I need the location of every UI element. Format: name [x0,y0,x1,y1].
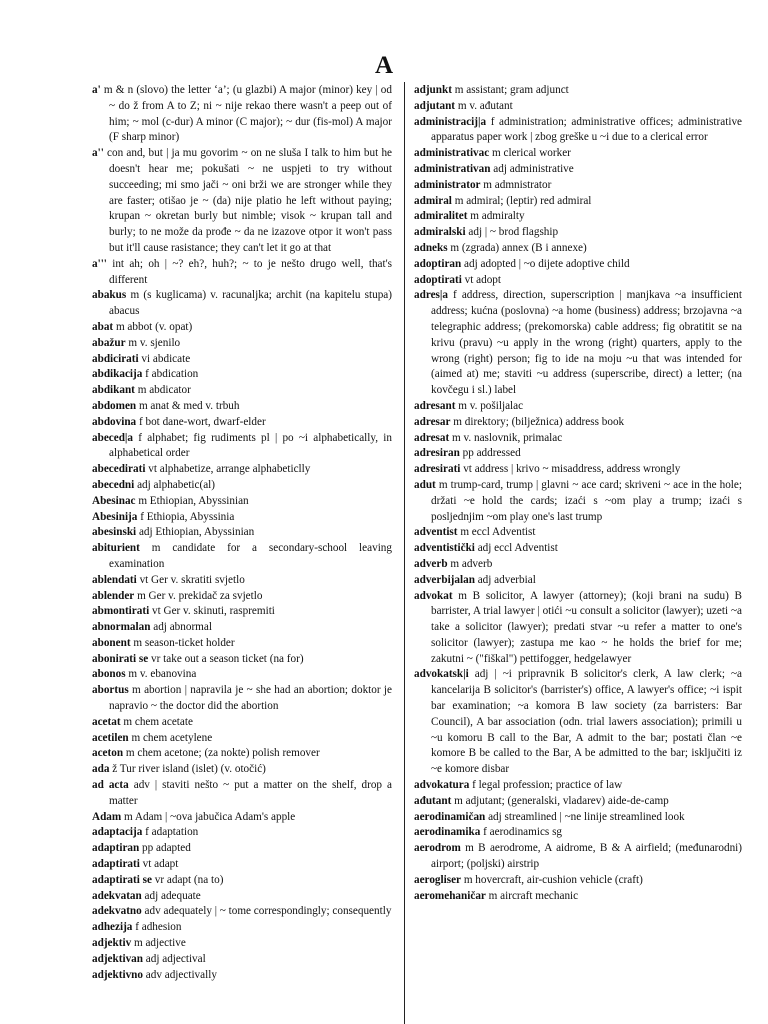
entry-definition: m (zgrada) annex (B i annexe) [450,241,587,254]
entry-definition: m v. ebanovina [128,668,197,681]
entry-definition: m v. naslovnik, primalac [452,431,563,444]
entry-headword: adoptiran [414,257,462,270]
entry-headword: aeromehaničar [414,889,486,902]
dictionary-entry [92,952,392,968]
dictionary-entry [414,162,742,178]
dictionary-entry [92,620,392,636]
entry-definition: vt adapt [142,858,179,871]
entry-definition: m Ger v. prekidač za svjetlo [137,589,263,602]
entry-headword: admiralitet [414,210,468,223]
dictionary-entry [414,589,742,668]
entry-headword: a' [92,84,101,96]
dictionary-entry [414,873,742,889]
entry-definition: adj streamlined | ~ne linije streamlined look [488,810,685,823]
entry-definition: adj adopted | ~o dijete adoptive child [464,257,630,270]
dictionary-entry [92,841,392,857]
entry-definition: adv | staviti nešto ~ put a matter on the shelf, drop a matter [109,779,392,807]
entry-headword: abdomen [92,399,137,412]
dictionary-entry [92,715,392,731]
entry-headword: adaptacija [92,826,143,839]
entry-headword: adjunkt [414,84,452,96]
entry-definition: f adhesion [135,921,182,934]
dictionary-entry [92,83,392,146]
column-divider [404,82,405,1024]
dictionary-entry [92,825,392,841]
dictionary-entry [92,746,392,762]
entry-headword: aerodinamičan [414,810,486,823]
dictionary-entry [414,794,742,810]
entry-definition: m admiralty [470,210,525,223]
dictionary-entry [92,383,392,399]
entry-headword: adaptiran [92,842,140,855]
entry-definition: m abortion | napravila je ~ she had an abortion; doktor je napravio ~ the doctor did the abortion [109,684,392,713]
dictionary-entry [92,146,392,257]
entry-headword: abmontirati [92,605,150,618]
entry-definition: f abdication [145,368,199,381]
entry-definition: m anat & med v. trbuh [138,399,240,412]
entry-headword: acetat [92,715,121,728]
entry-headword: aceton [92,747,124,760]
entry-definition: m v. sjenilo [128,336,181,349]
dictionary-entry [414,462,742,478]
entry-headword: abdovina [92,415,137,428]
entry-headword: abesinski [92,526,137,539]
dictionary-entry [414,446,742,462]
entry-headword: abonos [92,668,126,681]
dictionary-entry [92,320,392,336]
dictionary-entry [414,241,742,257]
entry-definition: m B solicitor, A lawyer (attorney); (koji brani na sudu) B barrister, A trial lawyer | otići ~u consult a solicitor (lawyer); uzeti ~a take a solicitor (lawyer); predati stvar ~u refer a matter to one's solicitor (lawyer); zastupa me kao ~ he holds the brief for me; zakutni ~ ("fiškal") pettifogger, hedgelawyer [431,589,743,665]
entry-headword: ađutant [414,794,452,807]
entry-definition: m Ethiopian, Abyssinian [138,494,249,507]
entry-definition: vt Ger v. skinuti, rasprem​iti [151,605,275,618]
dictionary-entry [92,762,392,778]
dictionary-entry [92,510,392,526]
entry-headword: adresar [414,415,451,428]
entry-headword: advokatura [414,779,470,792]
entry-headword: acetilen [92,731,129,744]
entry-headword: abecedirati [92,463,146,476]
entry-headword: adneks [414,241,448,254]
entry-headword: abdicirati [92,352,139,365]
entry-headword: Abesinija [92,510,138,523]
entry-headword: abonent [92,636,131,649]
dictionary-entry [92,904,392,920]
dictionary-entry [92,431,392,463]
entry-definition: m direktory; (bilježnica) address book [453,415,625,428]
entry-definition: ž Tur river island (islet) (v. otočić) [112,763,266,776]
entry-definition: adj | ~i pripravnik B solicitor's clerk, A law clerk; ~a kancelarija B solicitor's (barrister's) office, A lawyer's office; ~i ispit bar examination; ~a komora B law society (za barristers: Bar Council), A bar association (odn. trial lawers association); primili u ~u komoru B call to the Bar, A admit to the bar; postati član ~e komore B be called to the Bar, A be admitted to the bar; isključiti iz ~e komore disbar [431,668,742,776]
dictionary-entry [414,431,742,447]
entry-definition: adj adjectival [145,952,206,965]
entry-headword: adventist [414,526,458,539]
entry-definition: f Ethiopia, Abyssinia [140,510,235,523]
dictionary-entry [414,194,742,210]
entry-headword: abiturient [92,542,140,555]
entry-definition: pp adapted [142,842,191,855]
entry-headword: adoptirati [414,273,462,286]
entry-headword: aerodrom [414,842,461,855]
dictionary-entry [92,889,392,905]
entry-headword: adresirati [414,463,461,476]
entry-definition: m Adam | ~ova jabučica Adam's apple [124,810,296,823]
entry-headword: ada [92,763,110,776]
entry-definition: adv adequately | ~ tome correspondingly; consequently [144,905,392,918]
dictionary-entry [414,415,742,431]
entry-headword: admiral [414,194,452,207]
entry-headword: abnormalan [92,621,151,634]
dictionary-entry [92,525,392,541]
dictionary-entry [414,99,742,115]
entry-definition: m hovercraft, air-cushion vehicle (craft) [463,873,643,886]
entry-definition: f adaptation [145,826,199,839]
entry-definition: m v. ađutant [457,99,513,112]
entry-headword: Adam [92,810,122,823]
entry-headword: administrator [414,178,481,191]
dictionary-entry [414,778,742,794]
entry-headword: abdikacija [92,368,143,381]
dictionary-entry [92,683,392,715]
dictionary-entry [92,968,392,984]
dictionary-entry [92,478,392,494]
entry-definition: m candidate for a secondary-school leaving examination [109,542,392,570]
entry-headword: abat [92,320,114,333]
entry-definition: adj alphabetic(al) [137,478,216,491]
dictionary-entry [92,415,392,431]
entry-headword: adverb [414,557,448,570]
entry-headword: abdikant [92,384,135,397]
dictionary-entry [92,873,392,889]
entry-definition: f administration; administrative offices; administrative apparatus paper work | zbog greške u ~i due to a clerical error [431,115,742,144]
entry-headword: adaptirati se [92,873,152,886]
entry-definition: m abdicator [137,384,191,397]
dictionary-entry [414,288,742,399]
entry-headword: adresant [414,399,456,412]
dictionary-entry [414,178,742,194]
dictionary-entry [92,778,392,810]
entry-headword: administrativac [414,147,490,160]
entry-definition: m adjective [133,937,186,950]
entry-headword: administrativan [414,162,491,175]
entry-headword: abažur [92,336,126,349]
dictionary-entry [92,288,392,320]
dictionary-entry [414,115,742,147]
entry-definition: m admiral; (leptir) red admiral [454,194,592,207]
entry-definition: m adverb [450,557,493,570]
entry-headword: ad acta [92,779,129,792]
dictionary-entry [414,273,742,289]
entry-headword: adresiran [414,447,460,460]
entry-definition: m adjutant; (generalski, vladarev) aide-de-camp [454,794,669,807]
entry-definition: m (s kuglicama) v. racunaljka; archit (na kapitelu stupa) abacus [109,289,393,318]
entry-definition: vt address | krivo ~ misaddress, address wrongly [463,463,681,476]
entry-headword: adekvatan [92,889,142,902]
entry-definition: m v. pošiljalac [458,399,524,412]
dictionary-entry [414,825,742,841]
entry-headword: adhezija [92,921,133,934]
entry-definition: pp addressed [462,447,521,460]
entry-headword: ablender [92,589,135,602]
dictionary-entry [92,573,392,589]
entry-headword: a'' [92,147,104,160]
dictionary-entry [92,810,392,826]
entry-headword: adjektivno [92,968,143,981]
dictionary-entry [414,146,742,162]
dictionary-entry [414,225,742,241]
dictionary-entry [414,889,742,905]
dictionary-entry [414,478,742,525]
entry-headword: abakus [92,289,127,302]
entry-definition: con and, but | ja mu govorim ~ on ne sluša I talk to him but he doesn't hear me; pokušati ~ ne uspjeti to try without succeeding; mi smo jači ~ oni brži we are stronger while they are faster; otišao je ~ (da) nije platio he left without paying; krupan ~ okretan burly but nimble; visok ~ krupan tall and burly; to ne može da prođe ~ da ne izazove otpor it won't pass but it'll cause rasistance; they can't let it go at that [107,147,392,254]
right-column [414,83,742,904]
dictionary-entry [414,810,742,826]
entry-definition: m B aerodrome, A aidrome, B & A airfield; (međunarodni) airport; (poljski) airstrip [431,842,743,871]
entry-definition: m trump-card, trump | glavni ~ ace card; skriveni ~ ace in the hole; držati ~e hold the cards; izaći s ~om play a trump; izaći s posljednjim ~om play one's last trump [431,478,742,523]
dictionary-entry [414,541,742,557]
dictionary-entry [92,667,392,683]
entry-definition: vt adopt [464,273,502,286]
entry-definition: vt Ger v. skratiti svjetlo [139,573,245,586]
entry-headword: advokat [414,589,453,602]
entry-definition: m & n (slovo) the letter ‘a’; (u glazbi) A major (minor) key | od ~ do ž from A to Z; ni ~ nije rekao there wasn't a peep out of him; ~ mol (c-dur) A minor (C major); ~ dur (fis-mol) A major (F sharp minor) [103,84,392,144]
dictionary-entry [414,573,742,589]
entry-headword: administracij|a [414,115,487,128]
dictionary-entry [92,352,392,368]
entry-definition: adj eccl Adventist [477,542,558,555]
entry-definition: vi abdicate [141,352,191,365]
entry-headword: ablendati [92,573,137,586]
entry-definition: f address, direction, superscription | manjkava ~a insufficient address; kućna (poslovna) ~a home (business) address; brzojavna ~a telegraphic address; (prekomorska) cable address; fig obratitit se na krivu (pravu) ~u apply in the wrong (right) quarters, apply to the wrong (right) person; fig to ide na moju ~u that was intended for (aimed at) me; staviti ~u address (superscribe, direct) a letter; (na kovčegu i sl.) label [431,289,743,397]
entry-headword: adjektiv [92,937,132,950]
entry-headword: adresat [414,431,450,444]
dictionary-entry [92,257,392,289]
entry-definition: adj administrative [493,162,574,175]
entry-definition: m aircraft mechanic [488,889,579,902]
dictionary-entry [92,920,392,936]
entry-headword: admiralski [414,226,466,239]
entry-definition: adj adequate [144,889,201,902]
entry-headword: advokatsk|i [414,668,469,681]
dictionary-entry [92,399,392,415]
dictionary-entry [92,589,392,605]
entry-definition: adj abnormal [153,621,212,634]
dictionary-entry [414,525,742,541]
entry-definition: adj adverbial [477,573,536,586]
entry-definition: int ah; oh | ~? eh?, huh?; ~ to je nešto drugo well, that's different [109,257,392,286]
dictionary-entry [414,667,742,778]
entry-definition: m clerical worker [492,147,571,160]
dictionary-entry [414,557,742,573]
entry-definition: m admnistrator [483,178,552,191]
dictionary-entry [92,604,392,620]
entry-definition: m chem acetone; (za nokte) polish remover [125,747,320,760]
dictionary-entry [92,857,392,873]
section-letter: A [374,52,394,79]
dictionary-entry [92,731,392,747]
entry-headword: aerodinamika [414,826,481,839]
entry-headword: adjektivan [92,952,143,965]
left-column [92,83,392,983]
entry-definition: m assistant; gram adjunct [454,84,569,96]
entry-headword: adjutant [414,99,456,112]
dictionary-entry [92,636,392,652]
entry-headword: abeced|a [92,431,133,444]
entry-definition: vt alphabetize, arrange alphabeticlly [148,463,311,476]
entry-definition: f legal profession; practice of law [472,779,623,792]
entry-headword: adres|a [414,289,448,302]
entry-headword: adaptirati [92,858,140,871]
dictionary-entry [92,652,392,668]
entry-definition: vr adapt (na to) [154,873,224,886]
entry-headword: aerogliser [414,873,462,886]
entry-headword: adventistički [414,542,475,555]
entry-definition: f bot dane-wort, dwarf-elder [138,415,266,428]
entry-headword: abonirati se [92,652,149,665]
entry-definition: m chem acetate [123,715,193,728]
entry-definition: vr take out a season ticket (na for) [151,652,304,665]
entry-headword: adut [414,478,436,491]
dictionary-entry [414,257,742,273]
entry-definition: f alphabet; fig rudiments pl | po ~i alphabetically, in alphabetical order [109,431,392,460]
entry-headword: abortus [92,684,129,697]
entry-definition: adj | ~ brod flagship [468,226,559,239]
entry-headword: Abesinac [92,494,136,507]
entry-definition: m abbot (v. opat) [115,320,193,333]
entry-headword: abecedni [92,478,135,491]
dictionary-entry [92,541,392,573]
dictionary-entry [92,462,392,478]
entry-headword: adverbijalan [414,573,475,586]
dictionary-entry [414,399,742,415]
entry-definition: m chem acetylene [131,731,213,744]
entry-definition: adj Ethiopian, Abyssinian [138,526,255,539]
dictionary-entry [414,209,742,225]
entry-definition: f aerodinamics sg [483,826,563,839]
dictionary-entry [92,494,392,510]
entry-definition: adv adjectivally [145,968,217,981]
entry-definition: m eccl Adventist [460,526,536,539]
entry-definition: m season-ticket holder [133,636,235,649]
entry-headword: a''' [92,257,107,270]
dictionary-entry [414,83,742,99]
dictionary-entry [414,841,742,873]
dictionary-entry [92,336,392,352]
dictionary-entry [92,936,392,952]
dictionary-entry [92,367,392,383]
entry-headword: adekvatno [92,905,142,918]
